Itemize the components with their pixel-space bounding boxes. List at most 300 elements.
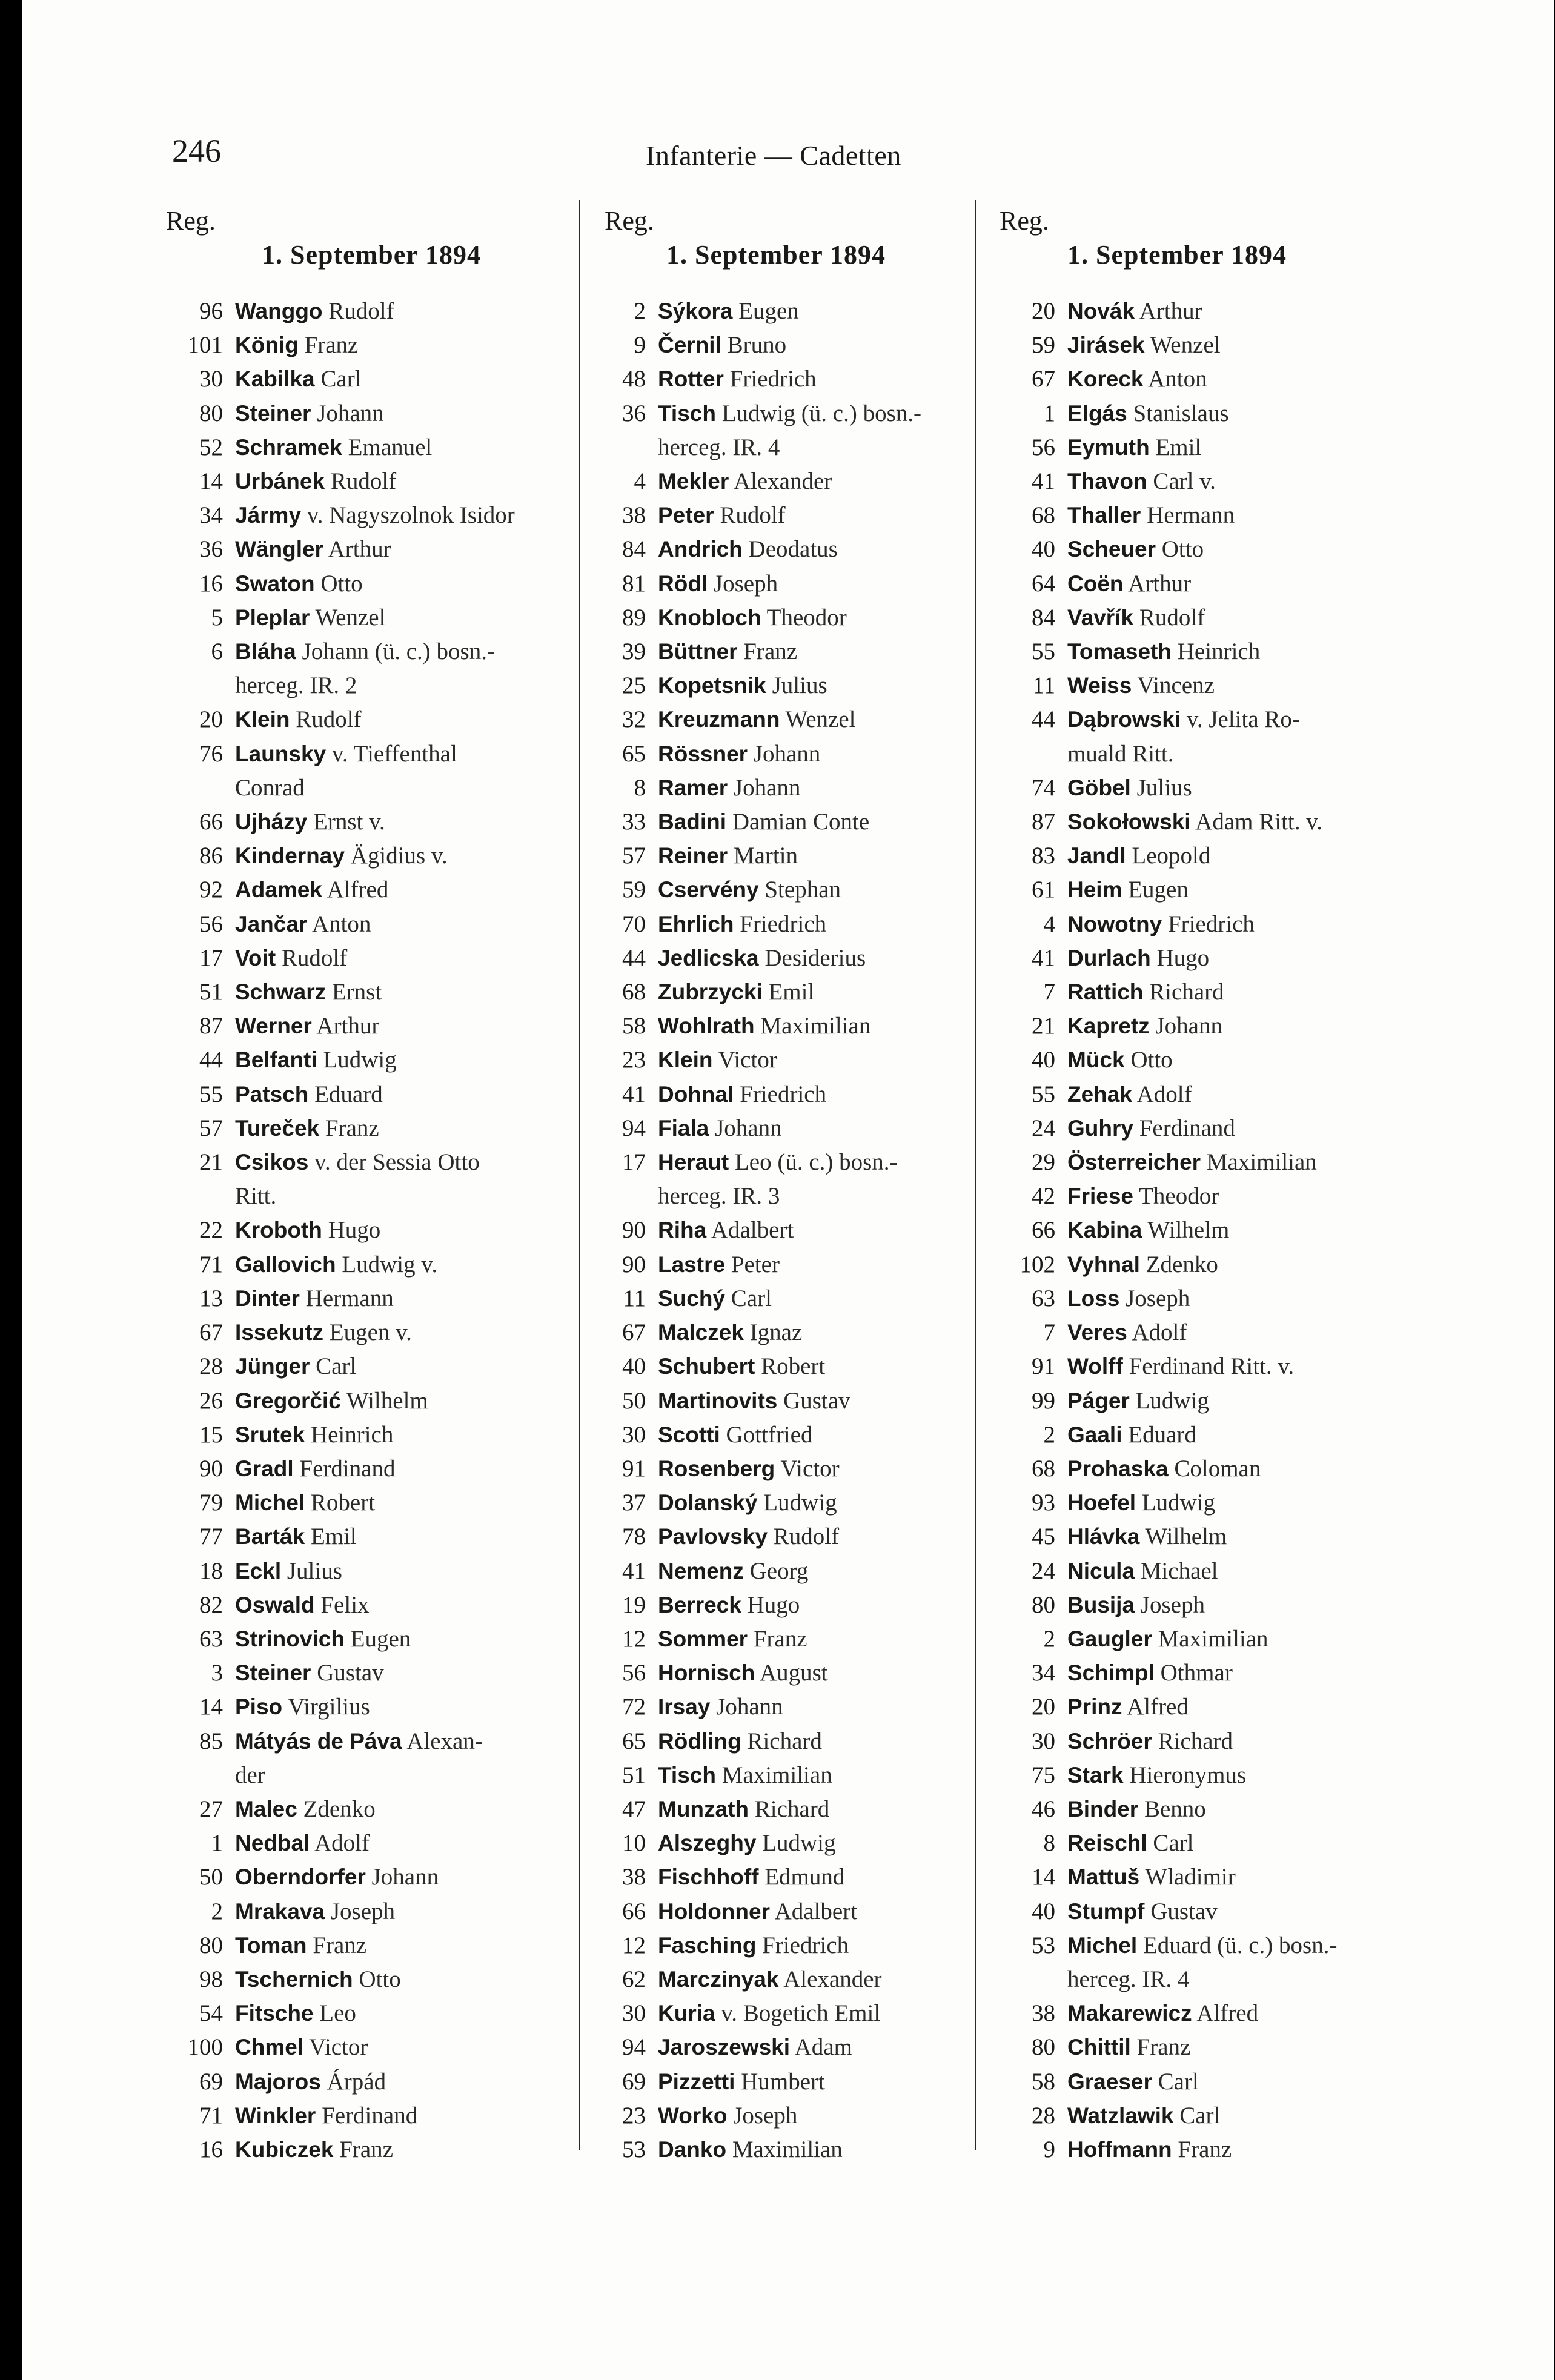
given-name: Franz: [325, 1115, 379, 1141]
list-item: [159, 294, 559, 328]
given-name: Franz: [313, 1932, 367, 1958]
surname: Alszeghy: [658, 1831, 757, 1856]
given-name: Bruno: [727, 332, 787, 359]
entry-text: [658, 601, 981, 635]
list-item: [159, 397, 559, 431]
regiment-number: 47: [622, 1795, 646, 1822]
regiment-number: 57: [199, 1115, 223, 1141]
regiment-number: 30: [199, 366, 223, 393]
surname: Badini: [658, 809, 727, 835]
surname: Hlávka: [1067, 1524, 1140, 1550]
list-item: [985, 1213, 1409, 1247]
regiment-number: 6: [211, 638, 223, 665]
list-item: [590, 1690, 981, 1724]
given-name: Eugen: [350, 1625, 411, 1652]
surname: Tureček: [235, 1115, 320, 1141]
given-name: Hugo: [328, 1217, 381, 1244]
surname: Andrich: [658, 537, 743, 562]
surname: Hornisch: [658, 1660, 755, 1686]
entry-text: [1067, 1078, 1409, 1112]
continuation-line: herceg. IR. 3: [658, 1183, 780, 1210]
surname: Binder: [1067, 1796, 1139, 1821]
list-item: [159, 1316, 559, 1350]
given-name: Friedrich: [740, 910, 827, 937]
given-name: Wladimir: [1145, 1864, 1236, 1891]
regiment-number: 51: [622, 1762, 646, 1788]
regiment-number: 33: [622, 809, 646, 835]
document-page: [22, 0, 1554, 2380]
regiment-number: 22: [199, 1217, 223, 1244]
column-1: [159, 206, 559, 2167]
surname: Klein: [658, 1047, 713, 1073]
regiment-number: 98: [199, 1966, 223, 1992]
surname: Fischhoff: [658, 1865, 759, 1890]
list-item: [590, 1588, 981, 1622]
surname: Scheuer: [1067, 537, 1156, 562]
list-item: [590, 771, 981, 805]
regiment-number: 70: [622, 910, 646, 937]
list-item: [159, 1248, 559, 1282]
list-item: [985, 1316, 1409, 1350]
list-item: [985, 703, 1409, 771]
surname: Nemenz: [658, 1558, 744, 1583]
surname: Eckl: [235, 1558, 282, 1583]
regiment-number: 67: [622, 1319, 646, 1346]
regiment-number: 23: [622, 1047, 646, 1073]
entry-text: [235, 2065, 559, 2099]
given-name: Georg: [749, 1557, 809, 1584]
regiment-number: 8: [634, 774, 646, 801]
regiment-number: 46: [1032, 1795, 1055, 1822]
regiment-number: 18: [199, 1557, 223, 1584]
date-heading: 1. September 1894: [1067, 240, 1287, 270]
regiment-number: 17: [199, 944, 223, 971]
surname: Oswald: [235, 1592, 315, 1617]
list-item: [985, 1997, 1409, 2030]
entry-text: [235, 499, 559, 532]
entry-text: [658, 294, 981, 328]
entry-text: [235, 1316, 559, 1350]
regiment-number: 24: [1032, 1557, 1055, 1584]
entry-text: [235, 1860, 559, 1894]
entry-text: [1067, 397, 1409, 431]
regiment-number: 41: [1032, 468, 1055, 495]
entry-text: [1067, 805, 1409, 839]
list-item: [985, 1758, 1409, 1792]
entry-text: [1067, 1043, 1409, 1077]
entry-list: [159, 294, 559, 2167]
surname: Chmel: [235, 2035, 304, 2060]
surname: Suchý: [658, 1285, 726, 1311]
given-name: v. Tieffenthal: [331, 740, 457, 767]
given-name: Franz: [1178, 2136, 1232, 2163]
entry-text: [1067, 1826, 1409, 1860]
list-item: [590, 941, 981, 975]
list-item: [159, 737, 559, 805]
given-name: Franz: [304, 332, 359, 359]
surname: Fasching: [658, 1932, 757, 1958]
surname: Kopetsnik: [658, 673, 766, 698]
given-name: Johann: [371, 1864, 439, 1891]
given-name: Friedrich: [740, 1081, 827, 1107]
given-name: Adolf: [1132, 1319, 1187, 1346]
given-name: Humbert: [741, 2068, 825, 2095]
given-name: Eduard: [1128, 1421, 1196, 1448]
list-item: [159, 873, 559, 907]
list-item: [985, 465, 1409, 499]
given-name: Rudolf: [296, 706, 362, 733]
surname: Jaroszewski: [658, 2035, 791, 2060]
regiment-number: 54: [199, 2000, 223, 2027]
regiment-number: 12: [622, 1625, 646, 1652]
regiment-number: 34: [199, 502, 223, 529]
given-name: Heinrich: [1177, 638, 1261, 665]
entry-text: [1067, 1145, 1409, 1179]
regiment-number: 40: [1032, 536, 1055, 563]
regiment-number: 2: [1043, 1625, 1055, 1652]
given-name: Othmar: [1160, 1660, 1233, 1686]
given-name: August: [759, 1660, 828, 1686]
surname: Nicula: [1067, 1558, 1135, 1583]
surname: Sokołowski: [1067, 809, 1191, 835]
list-item: [159, 1929, 559, 1963]
regiment-number: 92: [199, 877, 223, 903]
regiment-number: 51: [199, 979, 223, 1006]
entry-text: [235, 1520, 559, 1554]
list-item: [159, 1452, 559, 1486]
list-item: [159, 328, 559, 362]
list-item: [159, 1009, 559, 1043]
given-name: Carl: [1158, 2068, 1199, 2095]
entry-text: [1067, 1656, 1409, 1690]
entry-text: [1067, 1213, 1409, 1247]
given-name: Alexander: [783, 1966, 882, 1992]
entry-text: [235, 1384, 559, 1418]
surname: Ramer: [658, 775, 728, 800]
regiment-number: 91: [1032, 1353, 1055, 1380]
list-item: [159, 1112, 559, 1145]
list-item: [159, 1213, 559, 1247]
surname: Dolanský: [658, 1490, 758, 1516]
regiment-number: 68: [1032, 502, 1055, 529]
surname: Novák: [1067, 299, 1135, 323]
entry-text: [658, 2133, 981, 2167]
list-item: [159, 1656, 559, 1690]
list-item: [159, 465, 559, 499]
entry-text: [235, 2133, 559, 2167]
list-item: [985, 1725, 1409, 1758]
list-item: [590, 1316, 981, 1350]
entry-text: [658, 1213, 981, 1247]
entry-text: [658, 1282, 981, 1316]
given-name: Alfred: [1196, 2000, 1259, 2027]
entry-text: [1067, 1282, 1409, 1316]
entry-text: [1067, 499, 1409, 532]
entry-text: [1067, 601, 1409, 635]
surname: Sommer: [658, 1626, 748, 1651]
entry-text: [658, 1078, 981, 1112]
surname: Tomaseth: [1067, 639, 1172, 665]
given-name: Richard: [1149, 979, 1224, 1006]
given-name: Virgilius: [288, 1694, 370, 1720]
entry-text: [1067, 839, 1409, 873]
given-name: Wenzel: [315, 604, 386, 631]
given-name: Ludwig: [1141, 1490, 1216, 1516]
list-item: [159, 1520, 559, 1554]
regiment-number: 74: [1032, 774, 1055, 801]
given-name: Hermann: [1147, 502, 1235, 529]
list-item: [159, 532, 559, 566]
list-item: [159, 1486, 559, 1520]
regiment-number: 2: [1043, 1421, 1055, 1448]
regiment-number: 80: [199, 400, 223, 426]
surname: Stark: [1067, 1762, 1124, 1788]
given-name: Stephan: [764, 877, 841, 903]
given-name: Robert: [761, 1353, 826, 1380]
regiment-number: 41: [622, 1557, 646, 1584]
regiment-number: 55: [1032, 1081, 1055, 1107]
list-item: [590, 2065, 981, 2099]
list-item: [590, 362, 981, 396]
surname: Mück: [1067, 1047, 1125, 1073]
list-item: [159, 1043, 559, 1077]
surname: Ujházy: [235, 809, 308, 835]
reg-label: Reg.: [166, 206, 216, 236]
regiment-number: 12: [622, 1932, 646, 1958]
entry-text: [1067, 294, 1409, 328]
surname: Rössner: [658, 741, 748, 766]
list-item: [985, 328, 1409, 362]
surname: Dąbrowski: [1067, 707, 1181, 732]
surname: Kabilka: [235, 366, 315, 392]
given-name: Ferdinand: [322, 2102, 418, 2129]
regiment-number: 36: [199, 536, 223, 563]
entry-text: [235, 805, 559, 839]
given-name: Emil: [768, 979, 815, 1006]
entry-text: [235, 1248, 559, 1282]
surname: Werner: [235, 1013, 312, 1039]
entry-text: [658, 1758, 981, 1792]
entry-text: [658, 669, 981, 703]
regiment-number: 27: [199, 1795, 223, 1822]
date-heading: 1. September 1894: [666, 240, 886, 270]
list-item: [159, 1895, 559, 1929]
list-item: [985, 1078, 1409, 1112]
given-name: Michael: [1140, 1557, 1218, 1584]
given-name: Theodor: [1139, 1183, 1219, 1210]
entry-text: [658, 1725, 981, 1758]
reg-label: Reg.: [1000, 206, 1049, 236]
surname: Tschernich: [235, 1966, 353, 1992]
entry-text: [1067, 1929, 1409, 1997]
surname: Schubert: [658, 1354, 755, 1379]
entry-text: [1067, 1895, 1409, 1929]
regiment-number: 59: [1032, 332, 1055, 359]
surname: Weiss: [1067, 673, 1132, 698]
entry-text: [658, 465, 981, 499]
surname: Klein: [235, 707, 290, 732]
surname: Prinz: [1067, 1694, 1122, 1720]
given-name: Hugo: [1156, 944, 1210, 971]
regiment-number: 57: [622, 843, 646, 869]
regiment-number: 85: [199, 1728, 223, 1754]
list-item: [590, 669, 981, 703]
entry-text: [235, 1588, 559, 1622]
regiment-number: 40: [1032, 1047, 1055, 1073]
entry-text: [658, 941, 981, 975]
entry-text: [1067, 1725, 1409, 1758]
regiment-number: 21: [199, 1149, 223, 1176]
given-name: Franz: [753, 1625, 807, 1652]
surname: Ehrlich: [658, 911, 734, 936]
entry-text: [235, 1112, 559, 1145]
surname: Zubrzycki: [658, 980, 763, 1005]
continuation-line: herceg. IR. 4: [1067, 1966, 1190, 1992]
regiment-number: 37: [622, 1490, 646, 1516]
given-name: Zdenko: [303, 1795, 376, 1822]
given-name: Carl: [320, 366, 362, 393]
list-item: [985, 1350, 1409, 1384]
list-item: [985, 1112, 1409, 1145]
given-name: Maximilian: [1206, 1149, 1317, 1176]
regiment-number: 25: [622, 672, 646, 699]
regiment-number: 99: [1032, 1387, 1055, 1414]
given-name: Franz: [1136, 2034, 1191, 2061]
regiment-number: 2: [634, 298, 646, 324]
regiment-number: 63: [1032, 1285, 1055, 1311]
surname: Swaton: [235, 571, 315, 596]
regiment-number: 84: [622, 536, 646, 563]
list-item: [985, 1929, 1409, 1997]
surname: Wohlrath: [658, 1013, 755, 1039]
list-item: [590, 328, 981, 362]
entry-text: [658, 2065, 981, 2099]
surname: Jármy: [235, 503, 302, 528]
entry-text: [658, 1248, 981, 1282]
given-name: Ferdinand: [1139, 1115, 1235, 1141]
surname: Gregorčić: [235, 1388, 341, 1413]
entry-text: [658, 1826, 981, 1860]
surname: Holdonner: [658, 1898, 770, 1924]
regiment-number: 100: [187, 2034, 223, 2061]
given-name: Eugen: [738, 298, 799, 324]
entry-text: [235, 431, 559, 465]
given-name: Adam: [794, 2034, 852, 2061]
regiment-number: 65: [622, 1728, 646, 1754]
regiment-number: 7: [1043, 1319, 1055, 1346]
given-name: Robert: [310, 1490, 376, 1516]
surname: Schröer: [1067, 1728, 1152, 1754]
given-name: Friedrich: [762, 1932, 849, 1958]
list-item: [985, 907, 1409, 941]
regiment-number: 75: [1032, 1762, 1055, 1788]
list-item: [590, 703, 981, 737]
given-name: Ignaz: [749, 1319, 803, 1346]
list-item: [590, 1725, 981, 1758]
list-item: [985, 1248, 1409, 1282]
list-item: [159, 601, 559, 635]
list-item: [159, 1997, 559, 2030]
entry-text: [235, 1895, 559, 1929]
surname: Strinovich: [235, 1626, 345, 1651]
surname: Toman: [235, 1932, 307, 1958]
entry-text: [658, 2099, 981, 2133]
surname: Pleplar: [235, 605, 310, 630]
list-item: [985, 669, 1409, 703]
list-item: [985, 805, 1409, 839]
surname: Rosenberg: [658, 1456, 775, 1481]
given-name: Wenzel: [785, 706, 856, 733]
continuation-line: Ritt.: [235, 1183, 277, 1210]
list-item: [590, 1520, 981, 1554]
given-name: Alfred: [1127, 1694, 1189, 1720]
list-item: [590, 907, 981, 941]
regiment-number: 11: [1032, 672, 1055, 699]
given-name: Carl: [1153, 1830, 1194, 1857]
regiment-number: 50: [199, 1864, 223, 1891]
entry-text: [235, 1997, 559, 2030]
given-name: Julius: [1136, 774, 1192, 801]
surname: Tisch: [658, 1762, 716, 1788]
entry-text: [658, 1622, 981, 1656]
list-item: [590, 635, 981, 669]
surname: Barták: [235, 1524, 305, 1550]
surname: Páger: [1067, 1388, 1130, 1413]
entry-text: [658, 362, 981, 396]
list-item: [159, 1725, 559, 1792]
list-item: [985, 1179, 1409, 1213]
reg-label: Reg.: [605, 206, 654, 236]
list-item: [159, 362, 559, 396]
given-name: Ludwig v.: [342, 1251, 438, 1278]
given-name: Wilhelm: [1145, 1523, 1227, 1550]
regiment-number: 20: [1032, 1694, 1055, 1720]
entry-text: [1067, 2099, 1409, 2133]
given-name: Zdenko: [1146, 1251, 1218, 1278]
given-name: Carl v.: [1153, 468, 1216, 495]
regiment-number: 58: [622, 1013, 646, 1039]
list-item: [985, 1895, 1409, 1929]
given-name: Johann: [716, 1694, 783, 1720]
regiment-number: 29: [1032, 1149, 1055, 1176]
entry-text: [235, 2030, 559, 2064]
list-item: [590, 805, 981, 839]
given-name: Ferdinand Ritt. v.: [1129, 1353, 1295, 1380]
surname: Peter: [658, 503, 714, 528]
entry-text: [235, 294, 559, 328]
list-item: [159, 941, 559, 975]
given-name: Adolf: [1136, 1081, 1192, 1107]
regiment-number: 23: [622, 2102, 646, 2129]
surname: Koreck: [1067, 366, 1144, 392]
list-item: [985, 1282, 1409, 1316]
surname: Thaller: [1067, 503, 1141, 528]
entry-text: [658, 532, 981, 566]
list-item: [590, 1554, 981, 1588]
list-item: [985, 1452, 1409, 1486]
surname: Knobloch: [658, 605, 761, 630]
given-name: Rudolf: [773, 1523, 840, 1550]
continuation-line: Conrad: [235, 774, 305, 801]
given-name: Arthur: [328, 536, 391, 563]
regiment-number: 24: [1032, 1115, 1055, 1141]
entry-text: [658, 397, 981, 465]
list-item: [590, 294, 981, 328]
surname: Prohaska: [1067, 1456, 1169, 1481]
entry-text: [1067, 1622, 1409, 1656]
given-name: Desiderius: [764, 944, 866, 971]
given-name: Rudolf: [328, 298, 394, 324]
